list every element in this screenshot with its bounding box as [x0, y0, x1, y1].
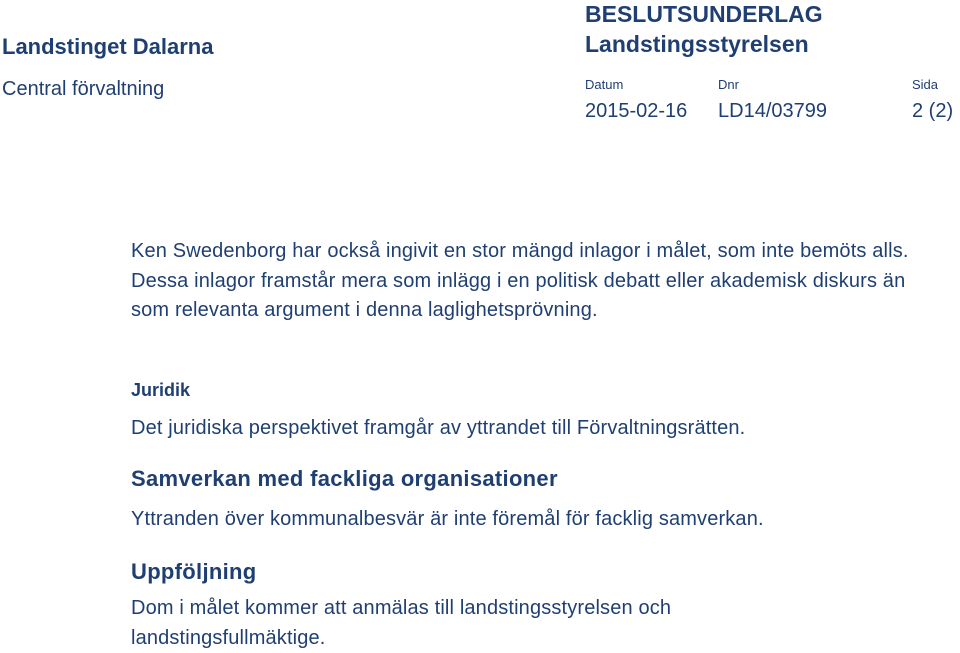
samverkan-text: Yttranden över kommunalbesvär är inte föremål för facklig samverkan.	[131, 508, 764, 530]
document-recipient: Landstingsstyrelsen	[585, 31, 809, 57]
body-paragraph: Ken Swedenborg har också ingivit en stor mängd inlagor i målet, som inte bemöts alls. Dessa inlagor framstår mera som inlägg i en politisk debatt eller akademisk diskurs än som relevanta argument i denna laglighetsprövning.	[131, 240, 909, 321]
dnr-label: Dnr	[718, 77, 739, 92]
document-type: BESLUTSUNDERLAG	[585, 1, 823, 27]
juridik-heading: Juridik	[131, 380, 191, 400]
date-label: Datum	[585, 77, 624, 92]
dnr-value: LD14/03799	[718, 100, 827, 122]
date-value: 2015-02-16	[585, 100, 688, 122]
uppfoljning-text: Dom i målet kommer att anmälas till landstingsstyrelsen och landstingsfullmäktige.	[131, 597, 672, 649]
page-number: 2 (2)	[912, 100, 954, 122]
organization-name: Landstinget Dalarna	[2, 34, 214, 59]
department-name: Central förvaltning	[2, 78, 165, 100]
uppfoljning-heading: Uppföljning	[131, 559, 257, 584]
samverkan-heading: Samverkan med fackliga organisationer	[131, 466, 558, 491]
juridik-text: Det juridiska perspektivet framgår av yttrandet till Förvaltningsrätten.	[131, 417, 746, 439]
page-label: Sida	[912, 77, 939, 92]
